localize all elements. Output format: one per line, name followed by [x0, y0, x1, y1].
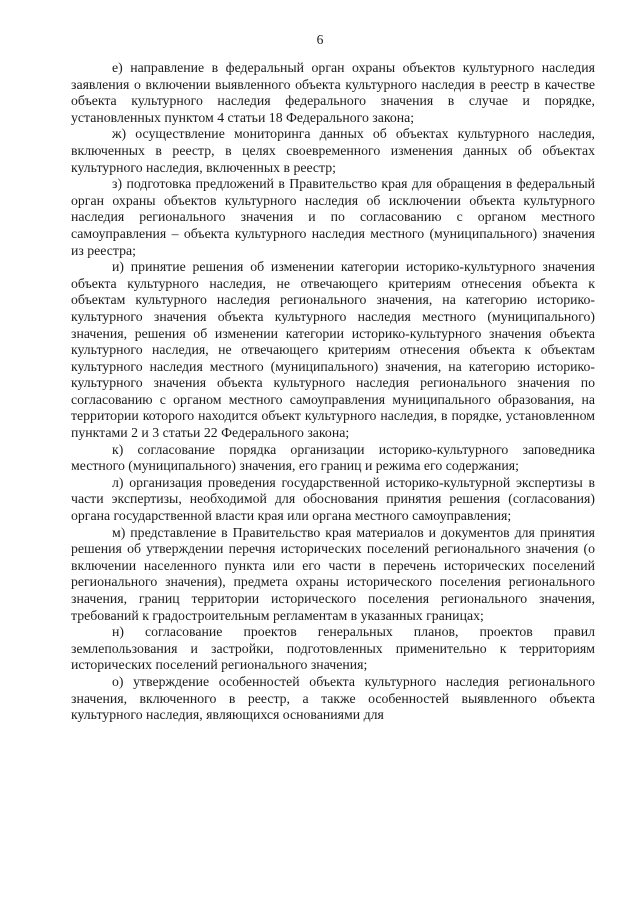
paragraph-z: з) подготовка предложений в Правительство края для обращения в федеральный орган охраны объектов культурного наследия об исключении объекта культурного наследия регионального значения и по согласованию с органом местного самоуправления – объекта культурного наследия местного (муниципального) значения из реестра; — [71, 176, 595, 258]
paragraph-k: к) согласование порядка организации историко-культурного заповедника местного (муниципального) значения, его границ и режима его содержания; — [71, 441, 595, 474]
paragraph-e: е) направление в федеральный орган охраны объектов культурного наследия заявления о включении выявленного объекта культурного наследия в реестр в качестве объекта культурного наследия федерального значения в случае и порядке, установленных пунктом 4 статьи 18 Федерального закона; — [71, 60, 595, 125]
paragraph-m: м) представление в Правительство края материалов и документов для принятия решения об утверждении перечня исторических поселений регионального значения (о включении населенного пункта или его части в перечень исторических поселений регионального значения), предмета охраны исторического поселения регионального значения, границ территории исторического поселения регионального значения, требований к градостроительным регламентам в указанных границах; — [71, 524, 595, 623]
paragraph-zh: ж) осуществление мониторинга данных об объектах культурного наследия, включенных в реестр, в целях своевременного изменения данных об объектах культурного наследия, включенных в реестр; — [71, 126, 595, 175]
document-body — [71, 60, 595, 724]
paragraph-n: н) согласование проектов генеральных планов, проектов правил землепользования и застройки, подготовленных применительно к территориям исторических поселений регионального значения; — [71, 624, 595, 673]
paragraph-l: л) организация проведения государственной историко-культурной экспертизы в части экспертизы, необходимой для обоснования принятия решения (согласования) органа государственной власти края или органа местного самоуправления; — [71, 474, 595, 524]
page-number: 6 — [316, 32, 324, 47]
paragraph-i: и) принятие решения об изменении категории историко-культурного значения объекта культурного наследия, не отвечающего критериям отнесения объекта к объектам культурного наследия регионального значения, на категорию историко-культурного значения объекта культурного наследия местного (муниципального) значения, решения об изменении категории историко-культурного значения объекта культурного наследия, не отвечающего критериям отнесения объекта к объектам культурного наследия местного (муниципального) значения, на категорию историко-культурного значения объекта культурного наследия регионального значения по согласованию с органом местного самоуправления муниципального образования, на территории которого находится объект культурного наследия, в порядке, установленном пунктами 2 и 3 статьи 22 Федерального закона; — [71, 259, 595, 441]
paragraph-o: о) утверждение особенностей объекта культурного наследия регионального значения, включенного в реестр, а также особенностей выявленного объекта культурного наследия, являющихся основаниями для — [71, 673, 595, 723]
